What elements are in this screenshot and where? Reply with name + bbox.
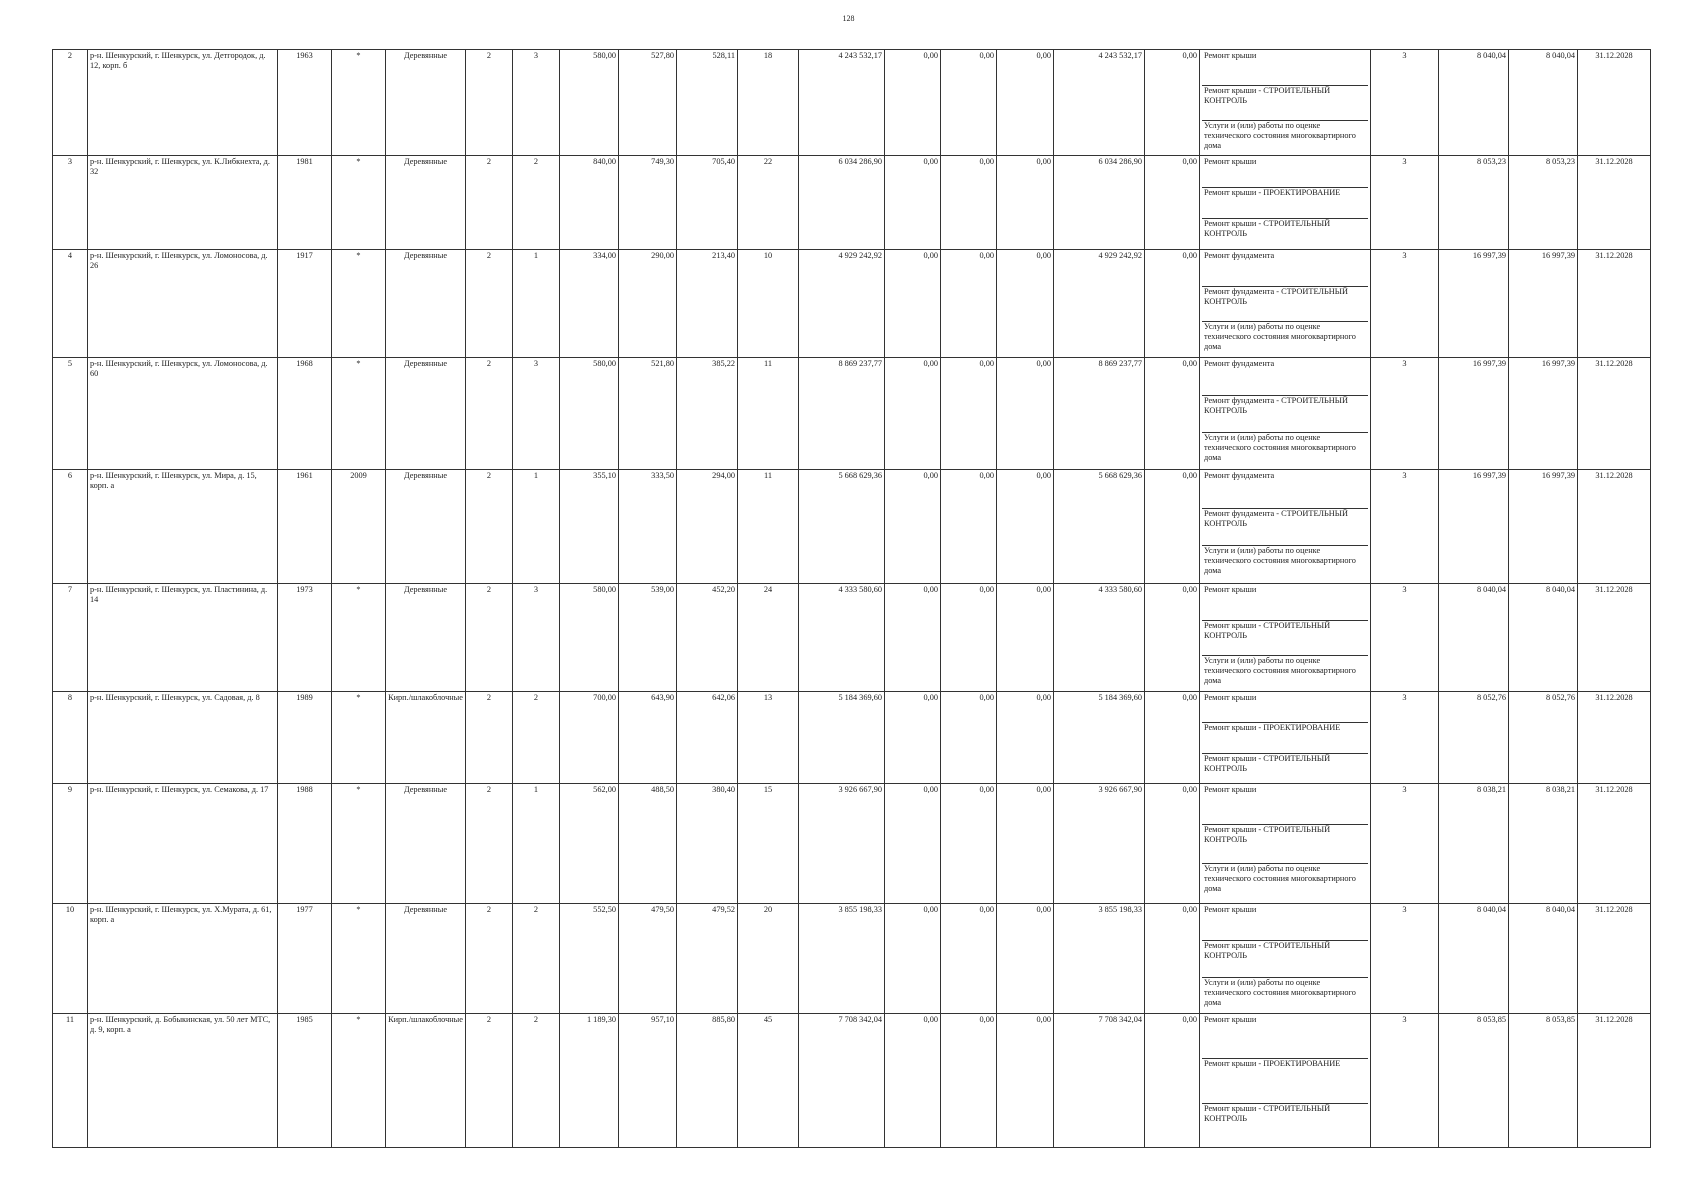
other-funds-cell: 0,00 [1145,156,1200,250]
work-item: Услуги и (или) работы по оценке технического состояния многоквартирного дома [1202,863,1368,903]
max-cost-cell: 8 052,76 [1509,692,1578,784]
row-number: 9 [53,784,88,904]
total-cost-cell: 5 184 369,60 [799,692,885,784]
area-living-cell: 479,50 [619,904,677,1014]
max-cost-cell: 8 053,85 [1509,1014,1578,1148]
fund-owners-cell: 5 668 629,36 [1054,470,1145,584]
entrances-cell: 2 [513,1014,560,1148]
area-living-cell: 527,80 [619,50,677,156]
residents-cell: 18 [738,50,799,156]
residents-cell: 45 [738,1014,799,1148]
area-living-cell: 488,50 [619,784,677,904]
fund-regional-cell: 0,00 [941,904,997,1014]
total-cost-cell: 4 333 580,60 [799,584,885,692]
fund-municipal-cell: 0,00 [997,1014,1054,1148]
works-list [1202,471,1368,583]
work-item: Ремонт крыши [1204,585,1257,594]
fund-regional-cell: 0,00 [941,156,997,250]
fund-regional-cell: 0,00 [941,250,997,358]
row-number: 11 [53,1014,88,1148]
floors-cell: 2 [466,1014,513,1148]
address-cell: р-н. Шенкурский, г. Шенкурск, ул. Ломоносова, д. 26 [88,250,278,358]
fund-municipal-cell: 0,00 [997,784,1054,904]
work-item: Услуги и (или) работы по оценке технического состояния многоквартирного дома [1202,321,1368,357]
unit-cell: 3 [1371,250,1439,358]
address-cell: р-н. Шенкурский, г. Шенкурск, ул. Семакова, д. 17 [88,784,278,904]
works-list [1202,785,1368,903]
fund-owners-cell: 7 708 342,04 [1054,1014,1145,1148]
works-cell [1200,250,1371,358]
work-item: Услуги и (или) работы по оценке технического состояния многоквартирного дома [1202,977,1368,1013]
entrances-cell: 1 [513,250,560,358]
year-overhaul-cell: * [332,692,386,784]
entrances-cell: 2 [513,156,560,250]
entrances-cell: 2 [513,692,560,784]
table-row [53,358,1651,470]
address-cell: р-н. Шенкурский, д. Бобыкинская, ул. 50 лет МТС, д. 9, корп. а [88,1014,278,1148]
floors-cell: 2 [466,692,513,784]
table-row [53,1014,1651,1148]
floors-cell: 2 [466,470,513,584]
other-funds-cell: 0,00 [1145,470,1200,584]
area-total-cell: 1 189,30 [560,1014,619,1148]
work-item: Ремонт фундамента - СТРОИТЕЛЬНЫЙ КОНТРОЛЬ [1202,395,1368,432]
fund-regional-cell: 0,00 [941,584,997,692]
floors-cell: 2 [466,584,513,692]
works-cell [1200,470,1371,584]
max-cost-cell: 8 053,23 [1509,156,1578,250]
works-list [1202,359,1368,469]
cost-per-m2-cell: 16 997,39 [1439,358,1509,470]
wall-material-cell: Деревянные [386,156,466,250]
other-funds-cell: 0,00 [1145,692,1200,784]
deadline-cell: 31.12.2028 [1578,584,1651,692]
address-cell: р-н. Шенкурский, г. Шенкурск, ул. Мира, д. 15, корп. а [88,470,278,584]
fund-municipal-cell: 0,00 [997,692,1054,784]
year-overhaul-cell: * [332,358,386,470]
works-cell [1200,358,1371,470]
total-cost-cell: 6 034 286,90 [799,156,885,250]
year-overhaul-cell: * [332,904,386,1014]
works-list [1202,1015,1368,1147]
fund-municipal-cell: 0,00 [997,50,1054,156]
total-cost-cell: 4 243 532,17 [799,50,885,156]
year-built-cell: 1985 [278,1014,332,1148]
other-funds-cell: 0,00 [1145,50,1200,156]
deadline-cell: 31.12.2028 [1578,470,1651,584]
deadline-cell: 31.12.2028 [1578,250,1651,358]
area-living-cell: 333,50 [619,470,677,584]
wall-material-cell: Деревянные [386,358,466,470]
work-item: Услуги и (или) работы по оценке технического состояния многоквартирного дома [1202,655,1368,691]
floors-cell: 2 [466,156,513,250]
fund-owners-cell: 4 243 532,17 [1054,50,1145,156]
work-item: Ремонт фундамента - СТРОИТЕЛЬНЫЙ КОНТРОЛЬ [1202,508,1368,546]
work-item: Ремонт крыши [1204,785,1257,794]
year-overhaul-cell: * [332,784,386,904]
fund-regional-cell: 0,00 [941,50,997,156]
work-item: Ремонт крыши - СТРОИТЕЛЬНЫЙ КОНТРОЛЬ [1202,85,1368,120]
cost-per-m2-cell: 16 997,39 [1439,470,1509,584]
works-cell [1200,784,1371,904]
area-total-cell: 700,00 [560,692,619,784]
fund-regional-cell: 0,00 [941,784,997,904]
wall-material-cell: Деревянные [386,904,466,1014]
works-cell [1200,1014,1371,1148]
table-body [53,50,1651,1148]
unit-cell: 3 [1371,904,1439,1014]
entrances-cell: 3 [513,584,560,692]
area-living-cell: 539,00 [619,584,677,692]
table-row [53,470,1651,584]
deadline-cell: 31.12.2028 [1578,784,1651,904]
work-item: Ремонт крыши - СТРОИТЕЛЬНЫЙ КОНТРОЛЬ [1202,940,1368,976]
fund-federal-cell: 0,00 [885,784,941,904]
fund-regional-cell: 0,00 [941,470,997,584]
residents-cell: 24 [738,584,799,692]
year-overhaul-cell: * [332,250,386,358]
area-owned-cell: 385,22 [677,358,738,470]
work-item: Ремонт крыши [1204,905,1257,914]
max-cost-cell: 16 997,39 [1509,250,1578,358]
max-cost-cell: 8 038,21 [1509,784,1578,904]
residents-cell: 20 [738,904,799,1014]
fund-federal-cell: 0,00 [885,470,941,584]
table-row [53,250,1651,358]
max-cost-cell: 8 040,04 [1509,904,1578,1014]
fund-municipal-cell: 0,00 [997,358,1054,470]
year-built-cell: 1963 [278,50,332,156]
fund-municipal-cell: 0,00 [997,584,1054,692]
works-list [1202,251,1368,357]
fund-regional-cell: 0,00 [941,1014,997,1148]
entrances-cell: 1 [513,784,560,904]
table-row [53,904,1651,1014]
year-built-cell: 1981 [278,156,332,250]
wall-material-cell: Кирп./шлакоблочные [386,1014,466,1148]
area-owned-cell: 452,20 [677,584,738,692]
cost-per-m2-cell: 8 040,04 [1439,50,1509,156]
area-total-cell: 355,10 [560,470,619,584]
area-owned-cell: 213,40 [677,250,738,358]
work-item: Ремонт фундамента - СТРОИТЕЛЬНЫЙ КОНТРОЛЬ [1202,286,1368,322]
work-item: Ремонт крыши - ПРОЕКТИРОВАНИЕ [1202,187,1368,218]
fund-municipal-cell: 0,00 [997,156,1054,250]
other-funds-cell: 0,00 [1145,250,1200,358]
area-living-cell: 957,10 [619,1014,677,1148]
unit-cell: 3 [1371,784,1439,904]
work-item: Ремонт крыши - ПРОЕКТИРОВАНИЕ [1202,722,1368,752]
row-number: 3 [53,156,88,250]
fund-owners-cell: 3 926 667,90 [1054,784,1145,904]
wall-material-cell: Кирп./шлакоблочные [386,692,466,784]
cost-per-m2-cell: 8 040,04 [1439,584,1509,692]
work-item: Ремонт фундамента [1204,359,1275,368]
work-item: Ремонт крыши - ПРОЕКТИРОВАНИЕ [1202,1058,1368,1102]
other-funds-cell: 0,00 [1145,784,1200,904]
row-number: 8 [53,692,88,784]
deadline-cell: 31.12.2028 [1578,50,1651,156]
works-list [1202,905,1368,1013]
work-item: Услуги и (или) работы по оценке технического состояния многоквартирного дома [1202,545,1368,583]
area-owned-cell: 885,80 [677,1014,738,1148]
deadline-cell: 31.12.2028 [1578,1014,1651,1148]
fund-owners-cell: 4 333 580,60 [1054,584,1145,692]
area-total-cell: 552,50 [560,904,619,1014]
area-owned-cell: 380,40 [677,784,738,904]
wall-material-cell: Деревянные [386,250,466,358]
row-number: 4 [53,250,88,358]
other-funds-cell: 0,00 [1145,358,1200,470]
table-row [53,692,1651,784]
area-living-cell: 521,80 [619,358,677,470]
total-cost-cell: 3 926 667,90 [799,784,885,904]
fund-federal-cell: 0,00 [885,1014,941,1148]
max-cost-cell: 8 040,04 [1509,584,1578,692]
page-number: 128 [842,14,855,23]
area-total-cell: 580,00 [560,50,619,156]
cost-per-m2-cell: 8 040,04 [1439,904,1509,1014]
deadline-cell: 31.12.2028 [1578,156,1651,250]
work-item: Ремонт крыши - СТРОИТЕЛЬНЫЙ КОНТРОЛЬ [1202,824,1368,864]
year-built-cell: 1968 [278,358,332,470]
total-cost-cell: 5 668 629,36 [799,470,885,584]
work-item: Ремонт крыши - СТРОИТЕЛЬНЫЙ КОНТРОЛЬ [1202,218,1368,249]
address-cell: р-н. Шенкурский, г. Шенкурск, ул. Х.Мурата, д. 61, корп. а [88,904,278,1014]
fund-federal-cell: 0,00 [885,250,941,358]
residents-cell: 13 [738,692,799,784]
work-item: Ремонт крыши [1204,1015,1257,1024]
work-item: Ремонт фундамента [1204,471,1275,480]
year-built-cell: 1989 [278,692,332,784]
fund-owners-cell: 5 184 369,60 [1054,692,1145,784]
area-owned-cell: 479,52 [677,904,738,1014]
floors-cell: 2 [466,358,513,470]
fund-federal-cell: 0,00 [885,358,941,470]
year-built-cell: 1961 [278,470,332,584]
floors-cell: 2 [466,250,513,358]
total-cost-cell: 4 929 242,92 [799,250,885,358]
works-list [1202,585,1368,691]
works-list [1202,157,1368,249]
work-item: Ремонт крыши [1204,51,1257,60]
fund-federal-cell: 0,00 [885,50,941,156]
fund-federal-cell: 0,00 [885,584,941,692]
deadline-cell: 31.12.2028 [1578,904,1651,1014]
address-cell: р-н. Шенкурский, г. Шенкурск, ул. Детгородок, д. 12, корп. б [88,50,278,156]
year-built-cell: 1988 [278,784,332,904]
area-total-cell: 580,00 [560,584,619,692]
area-owned-cell: 642,06 [677,692,738,784]
work-item: Ремонт фундамента [1204,251,1275,260]
entrances-cell: 1 [513,470,560,584]
residents-cell: 10 [738,250,799,358]
max-cost-cell: 16 997,39 [1509,358,1578,470]
row-number: 2 [53,50,88,156]
work-item: Ремонт крыши - СТРОИТЕЛЬНЫЙ КОНТРОЛЬ [1202,1103,1368,1147]
address-cell: р-н. Шенкурский, г. Шенкурск, ул. Пластинина, д. 14 [88,584,278,692]
floors-cell: 2 [466,784,513,904]
fund-owners-cell: 8 869 237,77 [1054,358,1145,470]
row-number: 7 [53,584,88,692]
table-row [53,784,1651,904]
unit-cell: 3 [1371,692,1439,784]
fund-federal-cell: 0,00 [885,692,941,784]
floors-cell: 2 [466,904,513,1014]
total-cost-cell: 3 855 198,33 [799,904,885,1014]
total-cost-cell: 7 708 342,04 [799,1014,885,1148]
other-funds-cell: 0,00 [1145,904,1200,1014]
fund-municipal-cell: 0,00 [997,250,1054,358]
works-cell [1200,904,1371,1014]
wall-material-cell: Деревянные [386,784,466,904]
work-item: Ремонт крыши [1204,693,1257,702]
wall-material-cell: Деревянные [386,470,466,584]
residents-cell: 22 [738,156,799,250]
deadline-cell: 31.12.2028 [1578,358,1651,470]
wall-material-cell: Деревянные [386,50,466,156]
area-living-cell: 290,00 [619,250,677,358]
residents-cell: 11 [738,470,799,584]
fund-municipal-cell: 0,00 [997,904,1054,1014]
year-overhaul-cell: * [332,1014,386,1148]
floors-cell: 2 [466,50,513,156]
capital-repair-table [52,49,1651,1148]
area-total-cell: 562,00 [560,784,619,904]
unit-cell: 3 [1371,470,1439,584]
year-overhaul-cell: * [332,156,386,250]
fund-owners-cell: 4 929 242,92 [1054,250,1145,358]
other-funds-cell: 0,00 [1145,584,1200,692]
area-total-cell: 840,00 [560,156,619,250]
area-owned-cell: 294,00 [677,470,738,584]
year-built-cell: 1917 [278,250,332,358]
table-row [53,584,1651,692]
cost-per-m2-cell: 8 053,23 [1439,156,1509,250]
entrances-cell: 3 [513,50,560,156]
table-row [53,156,1651,250]
work-item: Услуги и (или) работы по оценке технического состояния многоквартирного дома [1202,120,1368,155]
work-item: Ремонт крыши - СТРОИТЕЛЬНЫЙ КОНТРОЛЬ [1202,620,1368,656]
work-item: Ремонт крыши - СТРОИТЕЛЬНЫЙ КОНТРОЛЬ [1202,753,1368,783]
unit-cell: 3 [1371,50,1439,156]
deadline-cell: 31.12.2028 [1578,692,1651,784]
unit-cell: 3 [1371,358,1439,470]
year-overhaul-cell: 2009 [332,470,386,584]
fund-municipal-cell: 0,00 [997,470,1054,584]
entrances-cell: 2 [513,904,560,1014]
address-cell: р-н. Шенкурский, г. Шенкурск, ул. К.Либкнехта, д. 32 [88,156,278,250]
works-list [1202,693,1368,783]
fund-federal-cell: 0,00 [885,156,941,250]
area-owned-cell: 528,11 [677,50,738,156]
works-cell [1200,584,1371,692]
year-built-cell: 1973 [278,584,332,692]
max-cost-cell: 16 997,39 [1509,470,1578,584]
fund-owners-cell: 6 034 286,90 [1054,156,1145,250]
residents-cell: 11 [738,358,799,470]
unit-cell: 3 [1371,1014,1439,1148]
cost-per-m2-cell: 16 997,39 [1439,250,1509,358]
cost-per-m2-cell: 8 038,21 [1439,784,1509,904]
address-cell: р-н. Шенкурский, г. Шенкурск, ул. Садовая, д. 8 [88,692,278,784]
row-number: 5 [53,358,88,470]
fund-regional-cell: 0,00 [941,692,997,784]
total-cost-cell: 8 869 237,77 [799,358,885,470]
works-cell [1200,156,1371,250]
area-total-cell: 334,00 [560,250,619,358]
cost-per-m2-cell: 8 052,76 [1439,692,1509,784]
fund-regional-cell: 0,00 [941,358,997,470]
year-overhaul-cell: * [332,584,386,692]
area-living-cell: 749,30 [619,156,677,250]
fund-owners-cell: 3 855 198,33 [1054,904,1145,1014]
max-cost-cell: 8 040,04 [1509,50,1578,156]
work-item: Услуги и (или) работы по оценке технического состояния многоквартирного дома [1202,432,1368,469]
row-number: 6 [53,470,88,584]
table-row [53,50,1651,156]
cost-per-m2-cell: 8 053,85 [1439,1014,1509,1148]
year-overhaul-cell: * [332,50,386,156]
works-cell [1200,692,1371,784]
fund-federal-cell: 0,00 [885,904,941,1014]
unit-cell: 3 [1371,584,1439,692]
entrances-cell: 3 [513,358,560,470]
area-owned-cell: 705,40 [677,156,738,250]
area-total-cell: 580,00 [560,358,619,470]
works-list [1202,51,1368,155]
row-number: 10 [53,904,88,1014]
residents-cell: 15 [738,784,799,904]
year-built-cell: 1977 [278,904,332,1014]
work-item: Ремонт крыши [1204,157,1257,166]
address-cell: р-н. Шенкурский, г. Шенкурск, ул. Ломоносова, д. 60 [88,358,278,470]
works-cell [1200,50,1371,156]
area-living-cell: 643,90 [619,692,677,784]
other-funds-cell: 0,00 [1145,1014,1200,1148]
unit-cell: 3 [1371,156,1439,250]
wall-material-cell: Деревянные [386,584,466,692]
